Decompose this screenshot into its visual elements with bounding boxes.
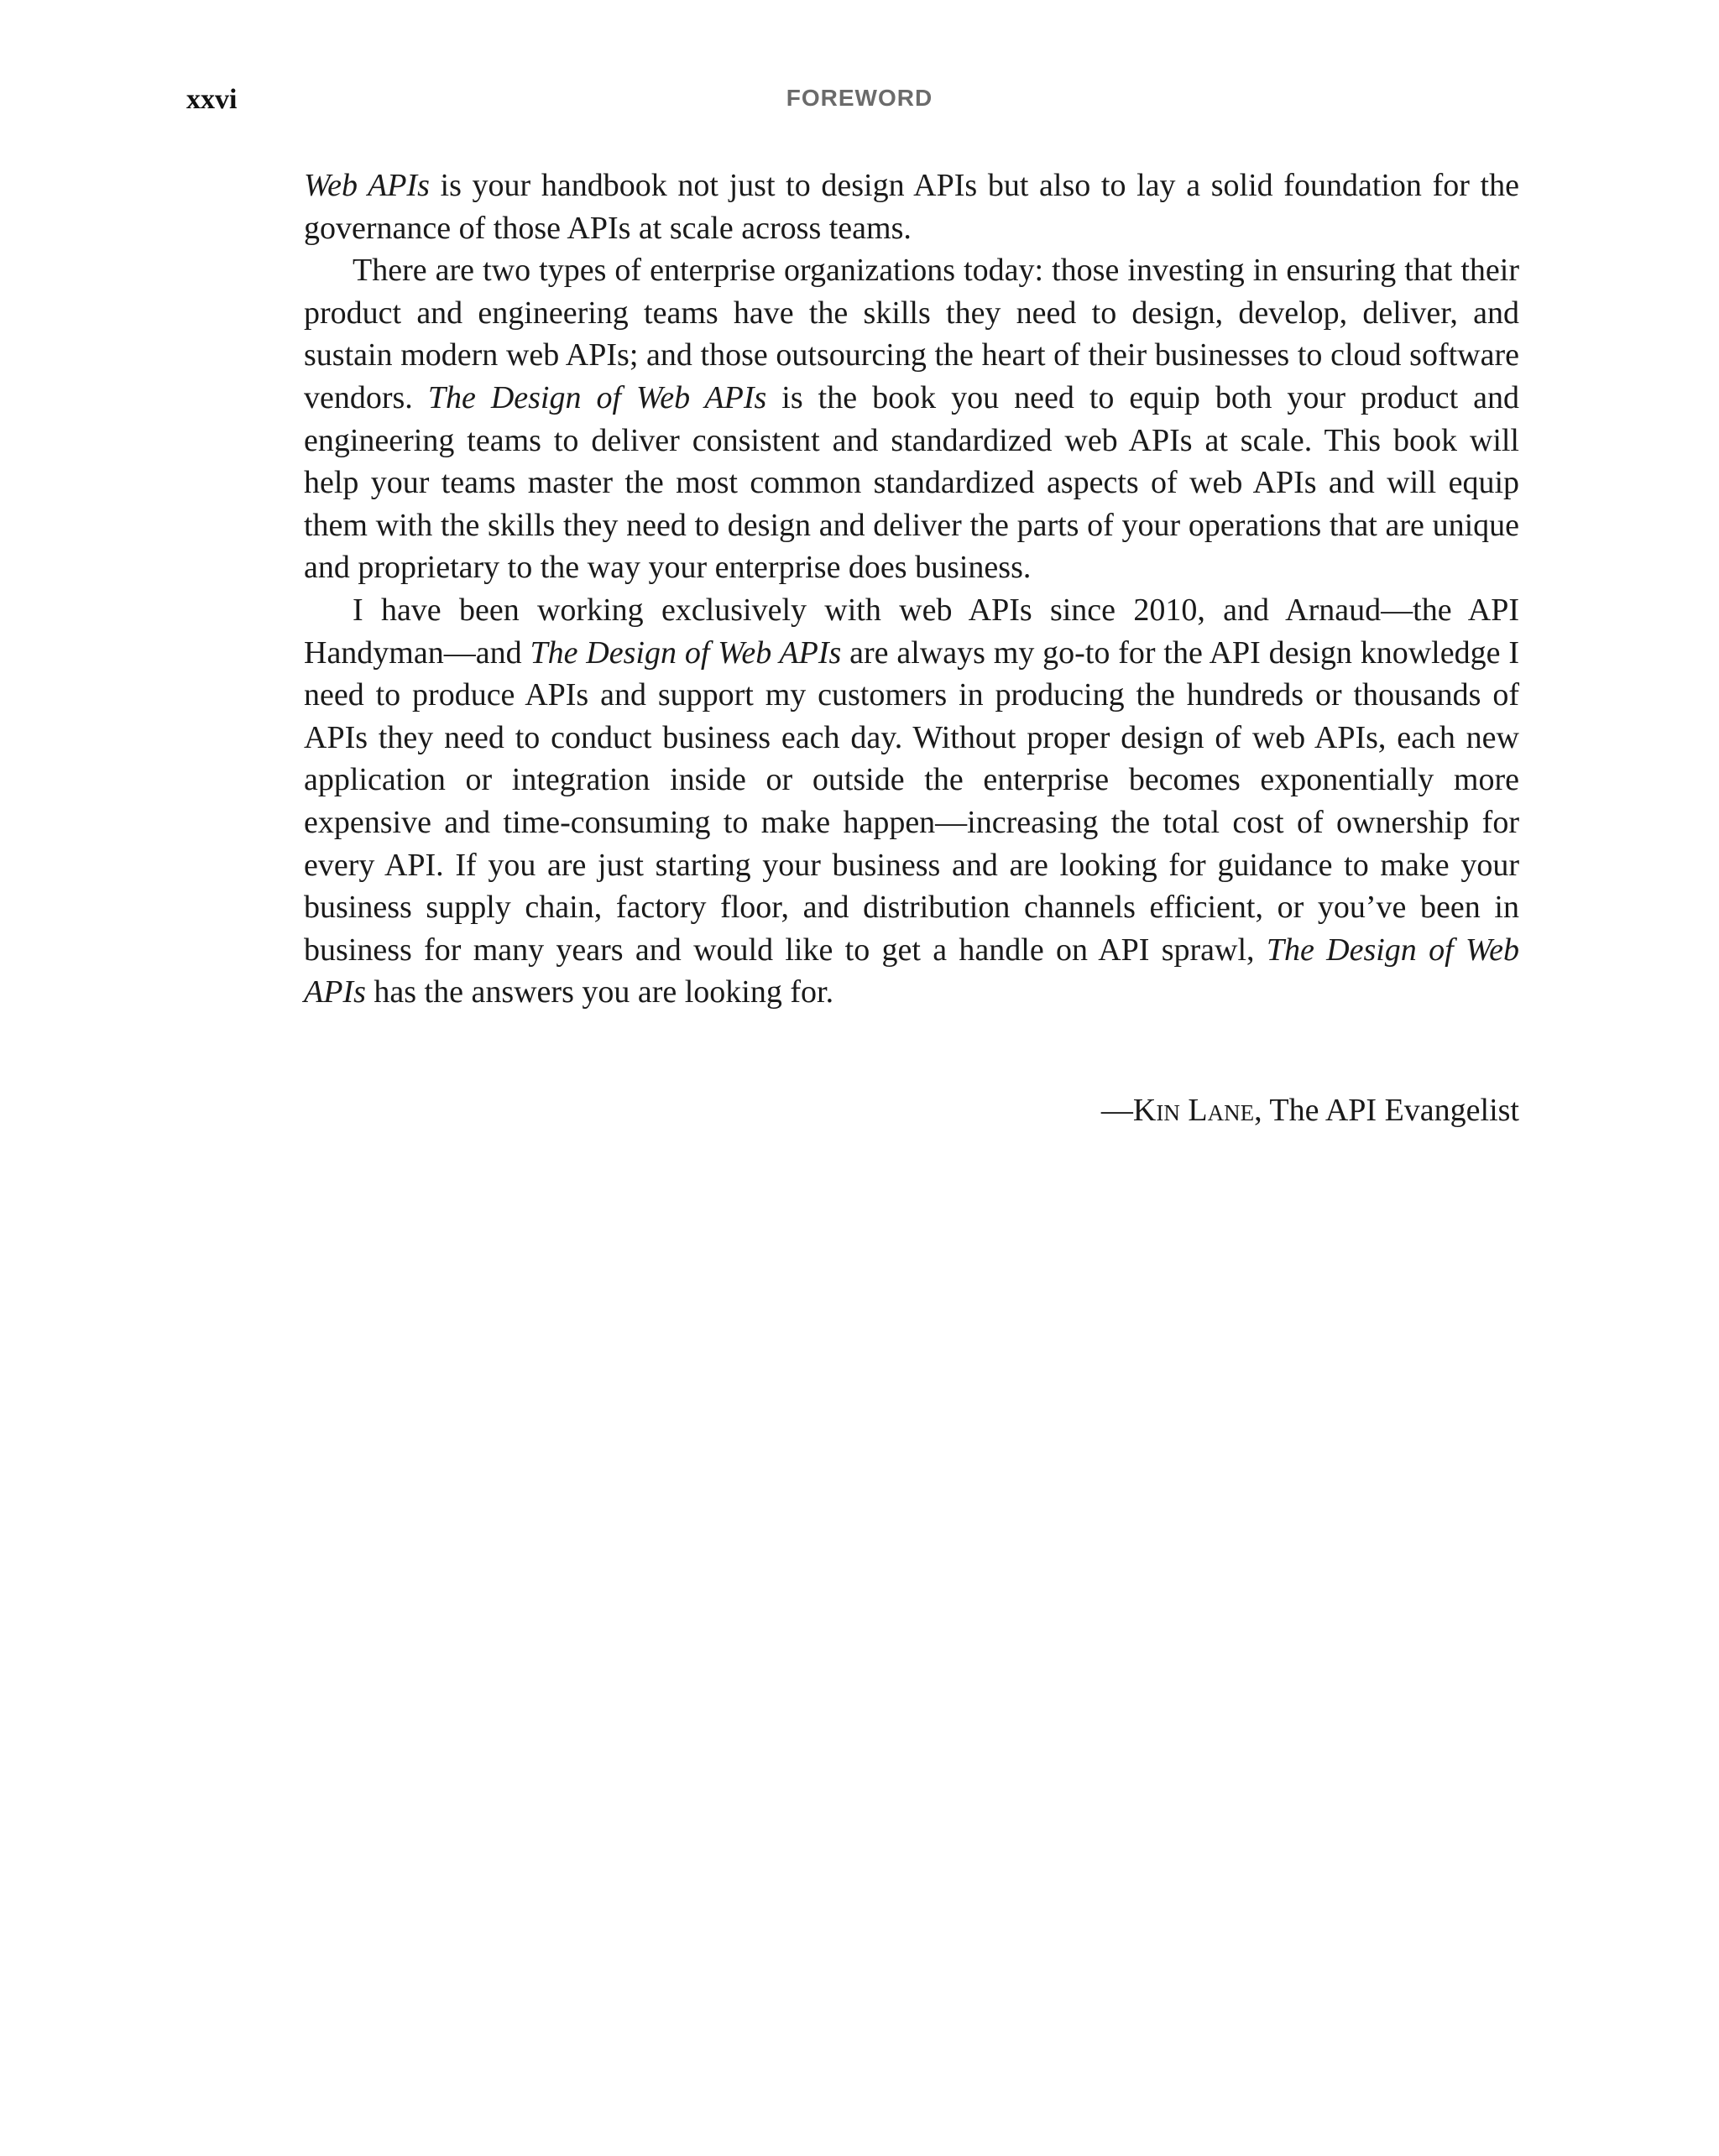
paragraph-1 (304, 164, 1519, 249)
paragraph-2-segment-2: The Design of Web APIs (427, 379, 767, 415)
page-number: xxvi (186, 84, 238, 115)
paragraph-3 (304, 589, 1519, 1014)
signature-name: Kin Lane (1132, 1093, 1255, 1128)
signature (1101, 1089, 1519, 1131)
paragraph-3-segment-4: The Design of Web APIs (304, 932, 1519, 1010)
paragraph-3-segment-3: are always my go-to for the API design knowledge I need to produce APIs and support my customers in producing the hundreds or thousands of APIs they need to conduct business each day. Without proper design of web APIs, each new application or integration inside or outside the enterprise becomes exponentially more expensive and time-consuming to make happen—increasing the total cost of ownership for every API. If you are just starting your business and are looking for guidance to make your business supply chain, factory floor, and distribution channels efficient, or you’ve been in business for many years and would like to get a handle on API sprawl, (304, 634, 1519, 968)
paragraph-2 (304, 249, 1519, 589)
signature-dash: — (1100, 1093, 1133, 1128)
foreword-body (304, 164, 1519, 1014)
paragraph-2-segment-1: There are two types of enterprise organizations today: those investing in ensuring that their product and engineering teams have the skills they need to design, develop, deliver, and sustain modern web APIs; and those outsourcing the heart of their businesses to cloud software vendors. (304, 253, 1519, 415)
paragraph-3-segment-2: The Design of Web APIs (530, 634, 842, 671)
paragraph-1-segment-2: is your handbook not just to design APIs but also to lay a solid foundation for the governance of those APIs at scale across teams. (304, 168, 1519, 246)
paragraph-2-segment-3: is the book you need to equip both your product and engineering teams to deliver consistent and standardized web APIs at scale. This book will help your teams master the most common standardized aspects of web APIs and will equip them with the skills they need to design and deliver the parts of your operations that are unique and proprietary to the way your enterprise does business. (304, 379, 1519, 586)
signature-title: , The API Evangelist (1254, 1093, 1519, 1128)
paragraph-3-segment-1: I have been working exclusively with web APIs since 2010, and Arnaud—the API Handyman—and (304, 592, 1519, 671)
paragraph-1-segment-1: Web APIs (304, 168, 430, 203)
running-head: FOREWORD (786, 85, 933, 111)
paragraph-3-segment-5: has the answers you are looking for. (365, 974, 834, 1010)
